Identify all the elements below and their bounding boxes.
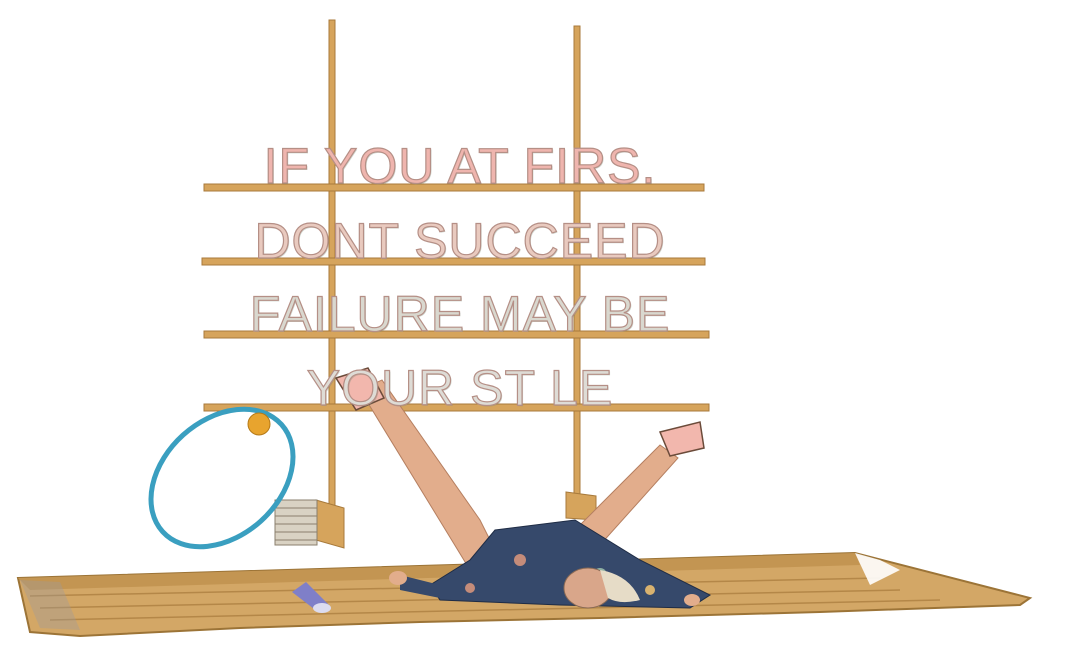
wooden-frame: [202, 20, 709, 548]
sign-line-3: FAILURE MAY BE: [249, 286, 671, 342]
sign-line-4: YOUR ST LE: [306, 360, 614, 416]
sign-line-2: DONT SUCCEED: [254, 213, 666, 269]
paper-stack: [275, 500, 317, 545]
sign-line-1: IF YOU AT FIRS.: [263, 138, 657, 194]
orange-ball: [248, 413, 270, 435]
